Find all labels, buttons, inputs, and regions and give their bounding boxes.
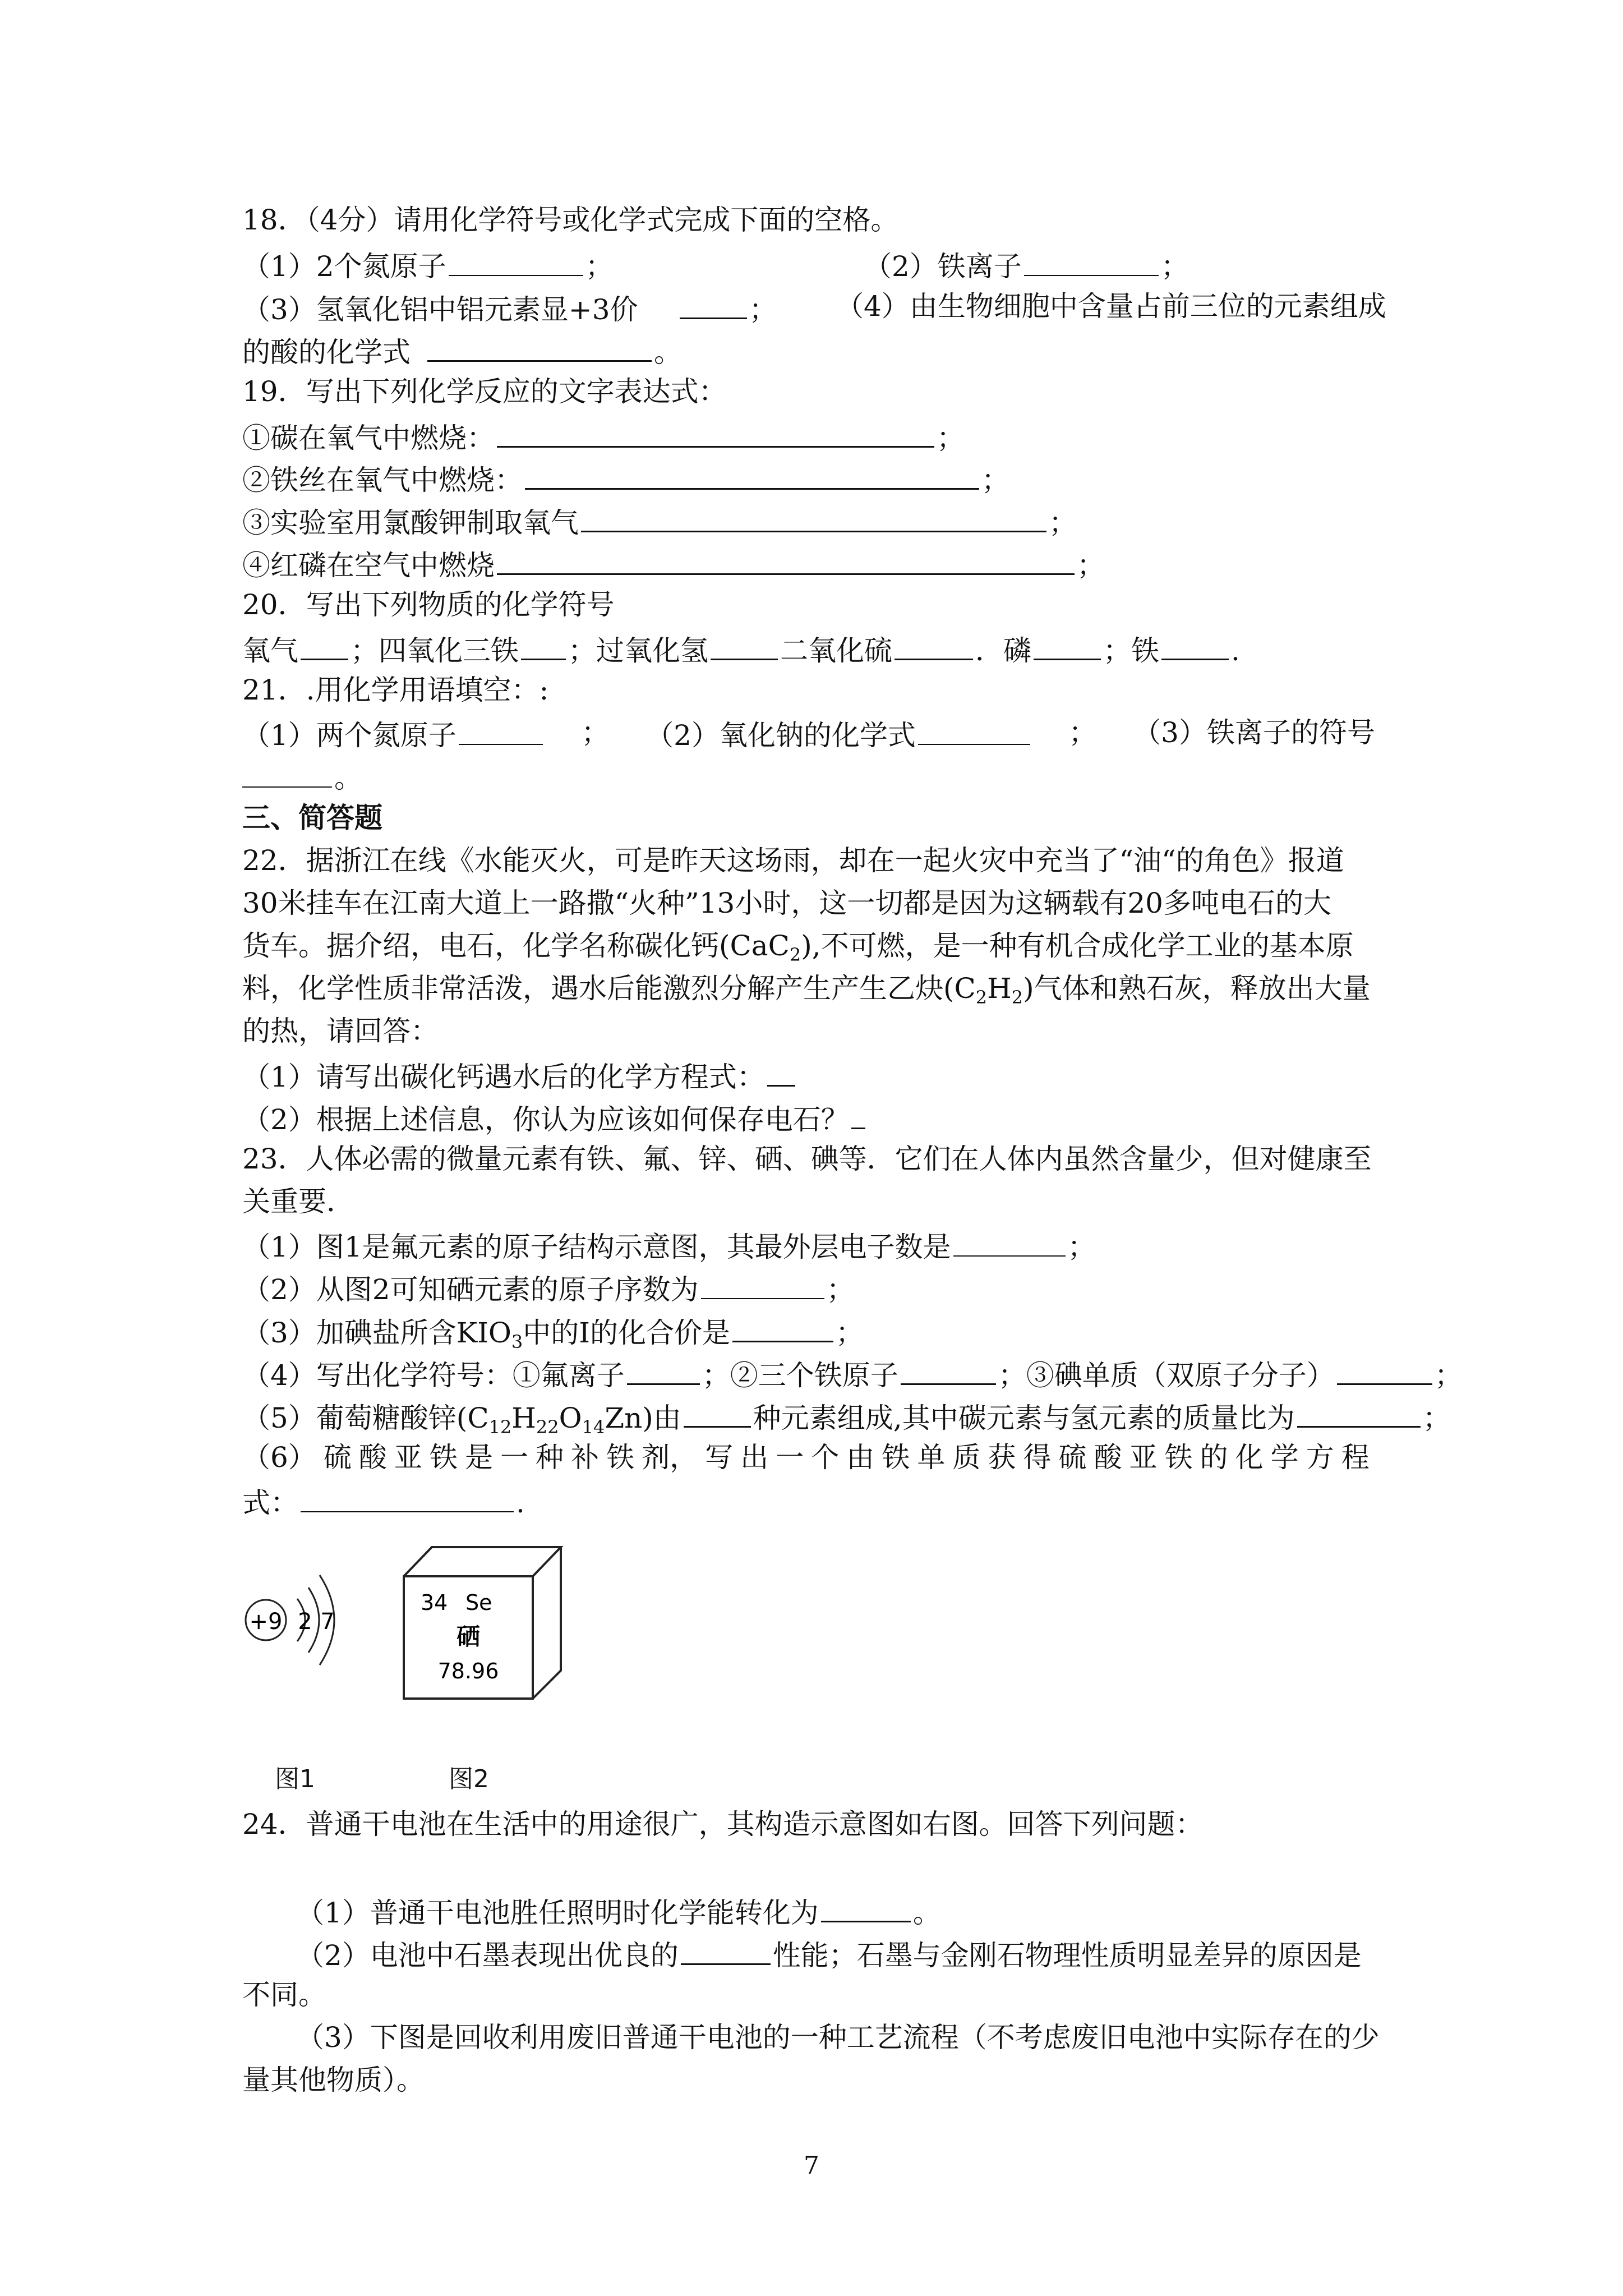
answer-blank[interactable] — [851, 1099, 865, 1129]
q18-row1b: （2）铁离子 ； — [864, 247, 1189, 283]
q23-sub6 — [242, 1441, 1370, 1474]
answer-blank[interactable] — [1297, 1398, 1421, 1428]
q23-sub3: （3）加碘盐所含$KIO_3$中的I的化合价是 ； — [242, 1313, 864, 1359]
q23-sub6-char: 由 — [846, 1441, 875, 1474]
q23-sub6-char: 亚 — [1129, 1441, 1158, 1474]
answer-blank[interactable] — [449, 247, 583, 276]
q19-item3: ③实验室用氯酸钾制取氧气 ； — [242, 503, 1077, 540]
q22-line1: 22．据浙江在线《水能灭火，可是昨天这场雨，却在一起火灾中充当了“油“的角色》报道 — [242, 844, 1344, 877]
q23-sub6-char: 学 — [1270, 1441, 1299, 1474]
nucleus-charge: +9 — [249, 1609, 283, 1635]
q18-row3: 的酸的化学式 。 — [242, 332, 682, 369]
answer-blank[interactable] — [1034, 631, 1101, 660]
page-number: 7 — [804, 2151, 819, 2180]
q23-sub6-char: 的 — [1200, 1441, 1228, 1474]
q23-sub6-char: 单 — [917, 1441, 946, 1474]
q23-sub2: （2）从图2可知硒元素的原子序数为 ； — [242, 1270, 855, 1306]
q23-sub6-char: 铁 — [429, 1441, 458, 1474]
q22-line5: 的热，请回答： — [242, 1015, 439, 1047]
shell2-electrons: 7 — [320, 1609, 335, 1635]
atomic-number: 34 — [421, 1590, 448, 1615]
answer-blank[interactable] — [1337, 1355, 1432, 1385]
answer-blank[interactable] — [701, 1270, 824, 1299]
q19-title: 19．写出下列化学反应的文字表达式： — [242, 375, 727, 408]
q19-item2: ②铁丝在氧气中燃烧： ； — [242, 460, 1009, 497]
q24-sub3: （3）下图是回收利用废旧普通干电池的一种工艺流程（不考虑废旧电池中实际存在的少 — [296, 2021, 1380, 2054]
q24-title: 24．普通干电池在生活中的用途很广，其构造示意图如右图。回答下列问题： — [242, 1808, 1204, 1841]
element-cube — [404, 1547, 561, 1699]
q24-sub1: （1）普通干电池胜任照明时化学能转化为 。 — [296, 1893, 941, 1930]
q23-sub6-char: 亚 — [394, 1441, 422, 1474]
answer-blank[interactable] — [525, 460, 979, 490]
answer-blank[interactable] — [581, 503, 1046, 532]
figures — [241, 1520, 578, 1733]
answer-blank[interactable] — [459, 716, 543, 745]
q23-sub6-char: 剂， — [642, 1441, 698, 1474]
q23-sub6-char: 出 — [740, 1441, 769, 1474]
answer-blank[interactable] — [681, 1935, 771, 1965]
shell1-electrons: 2 — [298, 1609, 312, 1635]
q23-sub6-char: 酸 — [1094, 1441, 1122, 1474]
q23-sub6-char: （6） — [242, 1441, 316, 1474]
q23-sub6-char: 硫 — [323, 1441, 352, 1474]
answer-blank[interactable] — [953, 1227, 1066, 1257]
answer-blank[interactable] — [1024, 247, 1159, 276]
answer-blank[interactable] — [242, 758, 332, 788]
section-title: 三、简答题 — [242, 802, 382, 834]
q22-line2: 30米挂车在江南大道上一路撒“火种”13小时，这一切都是因为这辆载有20多吨电石的大 — [242, 887, 1331, 919]
figure1-caption: 图1 — [275, 1765, 315, 1793]
element-symbol: Se — [465, 1590, 492, 1615]
q24-sub3b: 量其他物质）。 — [242, 2064, 425, 2096]
q22-line4: 料，化学性质非常活泼，遇水后能激烈分解产生产生乙炔$(C_2H_2)$气体和熟石灰，释放出大量 — [242, 972, 1371, 1008]
answer-blank[interactable] — [427, 332, 652, 362]
q23-sub6-char: 个 — [811, 1441, 840, 1474]
answer-blank[interactable] — [918, 716, 1030, 745]
q21-row: （1）两个氮原子 ； （2）氧化钠的化学式 ； （3）铁离子的符号 — [242, 716, 1375, 752]
q23-line2: 关重要． — [242, 1185, 354, 1218]
q19-item4: ④红磷在空气中燃烧 ； — [242, 545, 1105, 582]
answer-blank[interactable] — [732, 1313, 833, 1342]
q18-title: 18．（4分）请用化学符号或化学式完成下面的空格。 — [242, 204, 899, 236]
q23-sub5: （5）葡萄糖酸锌$(C_{12}H_{22}O_{14}Zn)$由 种元素组成,其中碳元素与氢元素的质量比为 ； — [242, 1398, 1451, 1444]
answer-blank[interactable] — [901, 1355, 996, 1385]
q21-row2: 。 — [242, 758, 362, 795]
q18-row1: （1）2个氮原子 ； — [242, 247, 614, 283]
answer-blank[interactable] — [497, 545, 1075, 575]
q24-sub2b: 不同。 — [242, 1978, 326, 2011]
q20-row: 氧气 ；四氧化三铁 ；过氧化氢 二氧化硫 ．磷 ；铁 . — [242, 631, 1240, 668]
figure2-caption: 图2 — [449, 1765, 489, 1793]
q23-sub6-char: 铁 — [1164, 1441, 1193, 1474]
q23-sub1: （1）图1是氟元素的原子结构示意图，其最外层电子数是 ； — [242, 1227, 1096, 1264]
atom-structure-diagram — [246, 1575, 335, 1665]
q18-row2b: （4）由生物细胞中含量占前三位的元素组成 — [836, 290, 1386, 323]
q23-sub6-char: 硫 — [1058, 1441, 1087, 1474]
q22-sub1: （1）请写出碳化钙遇水后的化学方程式： — [242, 1057, 797, 1094]
answer-blank[interactable] — [497, 418, 934, 448]
q23-sub4: （4）写出化学符号：①氟离子 ；②三个铁原子 ；③碘单质（双原子分子） ； — [242, 1355, 1463, 1392]
answer-blank[interactable] — [680, 289, 747, 319]
answer-blank[interactable] — [895, 631, 973, 660]
answer-blank[interactable] — [301, 631, 348, 660]
answer-blank[interactable] — [684, 1398, 751, 1428]
element-name: 硒 — [456, 1623, 481, 1650]
answer-blank[interactable] — [767, 1057, 795, 1087]
answer-blank[interactable] — [627, 1355, 700, 1385]
q23-sub6-char: 程 — [1341, 1441, 1370, 1474]
q23-sub6-char: 一 — [500, 1441, 528, 1474]
answer-blank[interactable] — [521, 631, 566, 660]
q23-sub6-char: 一 — [776, 1441, 804, 1474]
q22-sub2: （2）根据上述信息，你认为应该如何保存电石？ — [242, 1099, 868, 1137]
q22-line3: 货车。据介绍，电石，化学名称碳化钙(CaC$_2$),不可燃，是一种有机合成化学工业的基本原 — [242, 930, 1354, 965]
q23-sub6-char: 方 — [1306, 1441, 1334, 1474]
answer-blank[interactable] — [821, 1893, 911, 1922]
q23-sub6-char: 写 — [705, 1441, 734, 1474]
q18-row2: （3）氢氧化铝中铝元素显+3价 ； — [242, 289, 777, 326]
q23-sub6-char: 种 — [536, 1441, 564, 1474]
q23-sub6-char: 酸 — [358, 1441, 387, 1474]
q21-title: 21．.用化学用语填空：: — [242, 674, 549, 706]
answer-blank[interactable] — [711, 631, 778, 660]
q23-sub6-char: 得 — [1023, 1441, 1052, 1474]
q23-sub6-char: 获 — [988, 1441, 1016, 1474]
q19-item1: ①碳在氧气中燃烧： ； — [242, 418, 965, 455]
answer-blank[interactable] — [1161, 631, 1229, 660]
q23-sub6-char: 铁 — [882, 1441, 910, 1474]
q23-sub6-char: 铁 — [606, 1441, 635, 1474]
q23-sub6-char: 质 — [952, 1441, 981, 1474]
q24-sub2: （2）电池中石墨表现出优良的 性能；石墨与金刚石物理性质明显差异的原因是 — [296, 1935, 1362, 1972]
q23-sub6-char: 补 — [571, 1441, 600, 1474]
atomic-mass: 78.96 — [437, 1659, 499, 1683]
answer-blank[interactable] — [301, 1483, 514, 1512]
q20-title: 20．写出下列物质的化学符号 — [242, 588, 615, 621]
q23-sub6-char: 是 — [464, 1441, 493, 1474]
q23-sub6b: 式： . — [242, 1483, 525, 1520]
q23-sub6-char: 化 — [1235, 1441, 1264, 1474]
q23-line1: 23．人体必需的微量元素有铁、氟、锌、硒、碘等．它们在人体内虽然含量少，但对健康至 — [242, 1143, 1372, 1175]
